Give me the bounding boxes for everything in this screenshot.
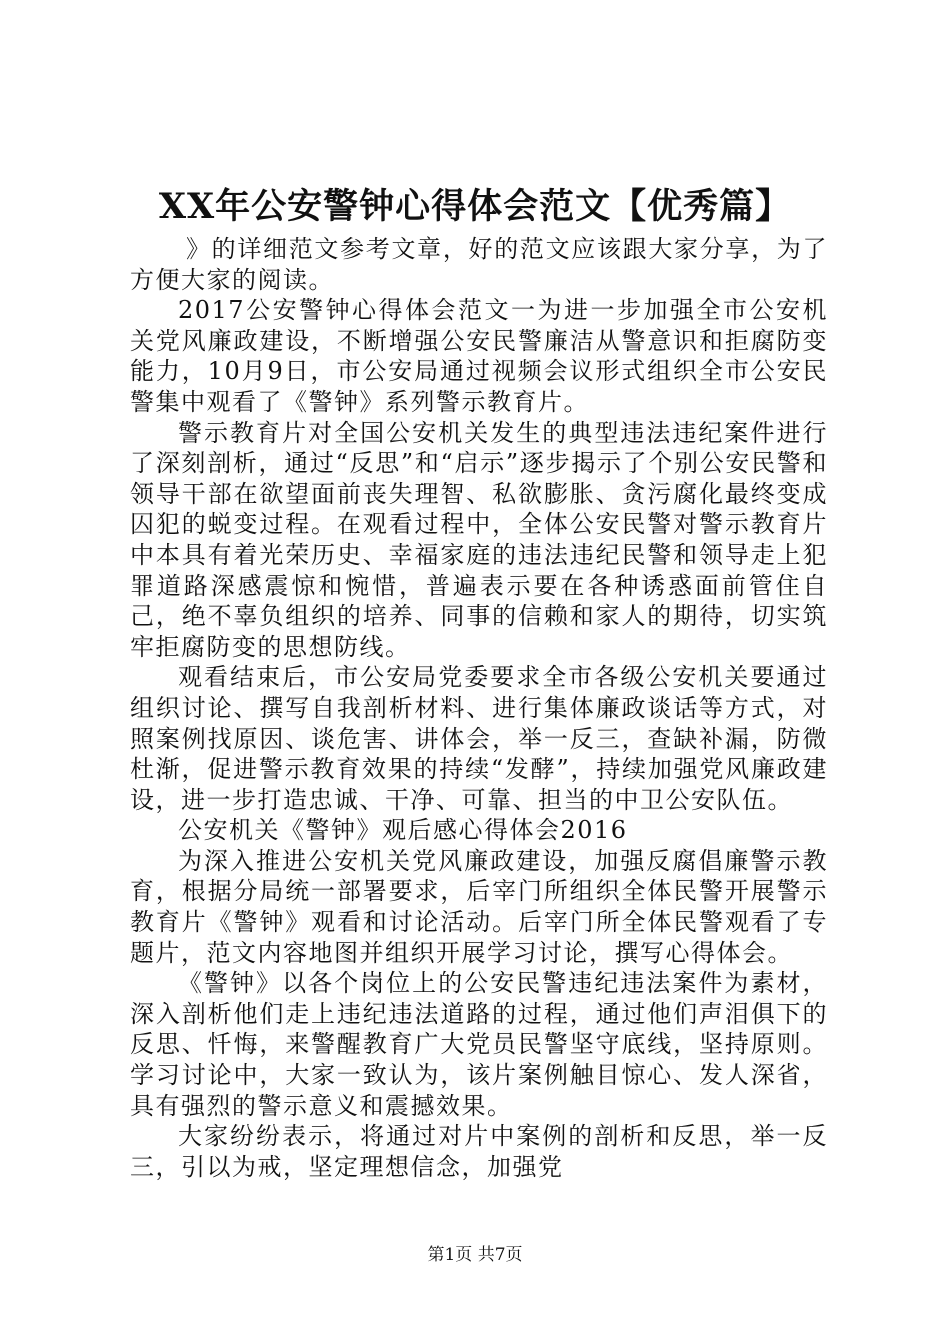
paragraph-4: 观看结束后，市公安局党委要求全市各级公安机关要通过组织讨论、撰写自我剖析材料、进行集体廉政谈话等方式，对照案例找原因、谈危害、讲体会，举一反三，查缺补漏，防微杜渐，促进警示教育效果的持续“发酵”，持续加强党风廉政建设，进一步打造忠诚、干净、可靠、担当的中卫公安队伍。 bbox=[130, 663, 828, 814]
paragraph-3: 警示教育片对全国公安机关发生的典型违法违纪案件进行了深刻剖析，通过“反思”和“启示”逐步揭示了个别公安民警和领导干部在欲望面前丧失理智、私欲膨胀、贪污腐化最终变成囚犯的蜕变过程。在观看过程中，全体公安民警对警示教育片中本具有着光荣历史、幸福家庭的违法违纪民警和领导走上犯罪道路深感震惊和惋惜，普遍表示要在各种诱惑面前管住自己，绝不辜负组织的培养、同事的信赖和家人的期待，切实筑牢拒腐防变的思想防线。 bbox=[130, 418, 828, 661]
document-title: XX年公安警钟心得体会范文【优秀篇】 bbox=[158, 186, 792, 227]
page-number-footer: 第1页 共7页 bbox=[427, 1245, 523, 1265]
paragraph-2: 2017公安警钟心得体会范文一为进一步加强全市公安机关党风廉政建设，不断增强公安民警廉洁从警意识和拒腐防变能力，10月9日，市公安局通过视频会议形式组织全市公安民警集中观看了《警钟》系列警示教育片。 bbox=[130, 296, 828, 416]
paragraph-6: 《警钟》以各个岗位上的公安民警违纪违法案件为素材，深入剖析他们走上违纪违法道路的过程，通过他们声泪俱下的反思、忏悔，来警醒教育广大党员民警坚守底线，坚持原则。学习讨论中，大家一致认为，该片案例触目惊心、发人深省，具有强烈的警示意义和震撼效果。 bbox=[130, 969, 828, 1120]
paragraph-1: 》的详细范文参考文章，好的范文应该跟大家分享，为了方便大家的阅读。 bbox=[130, 235, 828, 294]
paragraph-5: 为深入推进公安机关党风廉政建设，加强反腐倡廉警示教育，根据分局统一部署要求，后宰门所组织全体民警开展警示教育片《警钟》观看和讨论活动。后宰门所全体民警观看了专题片，范文内容地图并组织开展学习讨论，撰写心得体会。 bbox=[130, 846, 828, 967]
document-body bbox=[130, 234, 828, 1182]
section-heading: 公安机关《警钟》观后感心得体会2016 bbox=[178, 816, 628, 845]
paragraph-7: 大家纷纷表示，将通过对片中案例的剖析和反思，举一反三，引以为戒，坚定理想信念，加强党 bbox=[130, 1122, 828, 1181]
